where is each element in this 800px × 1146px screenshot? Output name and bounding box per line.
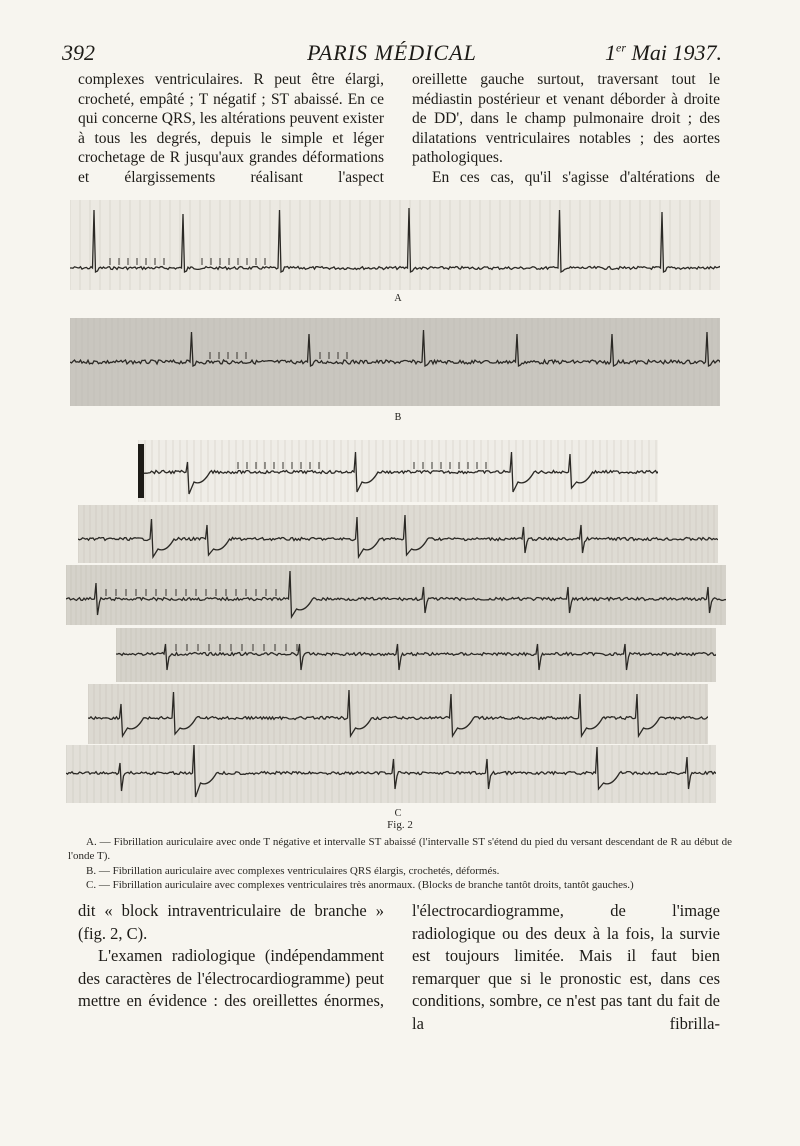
ecg-strip-c5 (88, 684, 708, 744)
paragraph: oreillette gauche surtout, traversant tout le médiastin postérieur et venant déborder à droite de DD', dans le champ pulmonaire droit ; des dilatations ventriculaires notables ; des aortes pathologiques. (412, 71, 720, 167)
date-sup: er (616, 40, 627, 55)
bottom-right-column (412, 900, 720, 1035)
paragraph: dit « block intraventriculaire de branche » (fig. 2, C). (78, 901, 384, 943)
caption-a: A. — Fibrillation auriculaire avec onde T négative et intervalle ST abaissé (l'intervalle ST s'étend du pied du versant descendant de R au début de l'onde T). (68, 835, 732, 862)
top-left-column (78, 70, 384, 188)
ecg-strip-c3 (66, 565, 726, 625)
panel-label-c: C (394, 808, 402, 819)
figure-caption (68, 818, 732, 893)
paragraph: L'examen radiologique (indépendamment des caractères de l'électrocardiogramme) peut mettre en évidence : des oreillettes énormes, (78, 946, 384, 1010)
top-right-column (412, 70, 720, 188)
ecg-strip-a (70, 200, 720, 290)
ecg-trace (70, 318, 720, 406)
caption-c: C. — Fibrillation auriculaire avec complexes ventriculaires très anormaux. (Blocks de branche tantôt droits, tantôt gauches.) (86, 879, 634, 891)
ecg-trace (116, 628, 716, 682)
journal-title: PARIS MÉDICAL (307, 40, 477, 65)
page-number: 392 (62, 40, 95, 65)
paragraph: En ces cas, qu'il s'agisse d'altérations de (432, 168, 720, 186)
ecg-strip-c6 (66, 745, 716, 803)
paragraph: complexes ventriculaires. R peut être élargi, crocheté, empâté ; T négatif ; ST abaissé. En ce qui concerne QRS, les altérations peuvent exister à tous les degrés, depuis le simple et léger crochetage de R jusqu'aux grandes déformations et élargissements réalisant l'aspect (78, 71, 384, 186)
bottom-left-column (78, 900, 384, 1013)
caption-b: B. — Fibrillation auriculaire avec complexes ventriculaires QRS élargis, crochetés, déformés. (86, 864, 500, 877)
ecg-trace (78, 505, 718, 563)
ecg-strip-c4 (116, 628, 716, 682)
ecg-strip-c1 (138, 440, 658, 502)
ecg-trace (66, 745, 716, 803)
ecg-trace (66, 565, 726, 625)
page-header (62, 40, 722, 70)
date-rest: Mai 1937. (631, 40, 722, 65)
panel-label-a: A (394, 293, 402, 304)
panel-label-b: B (394, 412, 402, 423)
ecg-trace (88, 684, 708, 744)
figure-number: Fig. 2 (387, 819, 413, 831)
paragraph: l'électrocardiogramme, de l'image radiologique ou des deux à la fois, la survie est toujours limitée. Mais il faut bien remarquer que si le pronostic est, dans ces conditions, sombre, ce n'est pas tant du fait de la fibrilla- (412, 901, 720, 1033)
ecg-strip-c2 (78, 505, 718, 563)
date-day: 1 (605, 40, 617, 65)
issue-date (605, 40, 722, 66)
ecg-trace (70, 200, 720, 290)
ecg-strip-b (70, 318, 720, 406)
ecg-trace (138, 440, 658, 502)
